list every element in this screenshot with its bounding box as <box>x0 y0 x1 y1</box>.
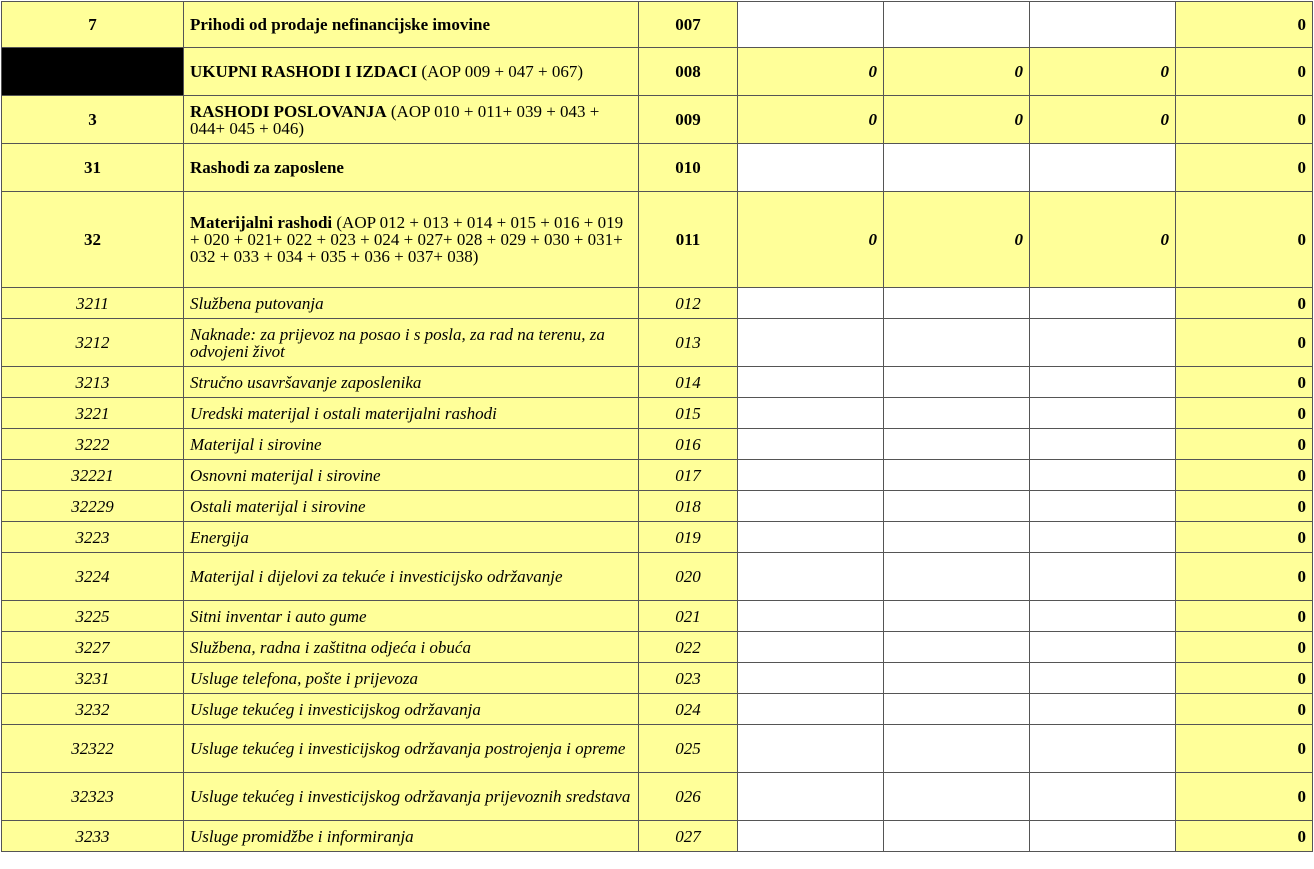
total-value-cell: 0 <box>1176 694 1313 725</box>
account-label-cell <box>184 319 639 367</box>
computed-value-cell: 0 <box>738 96 884 144</box>
account-label-cell <box>184 96 639 144</box>
label-rest: Službena putovanja <box>190 293 324 313</box>
computed-value-cell: 0 <box>1030 96 1176 144</box>
input-value-cell[interactable] <box>1030 367 1176 398</box>
input-value-cell[interactable] <box>1030 2 1176 48</box>
input-value-cell[interactable] <box>1030 398 1176 429</box>
table-row <box>2 192 1313 288</box>
input-value-cell[interactable] <box>1030 522 1176 553</box>
label-bold: RASHODI POSLOVANJA <box>190 101 387 121</box>
input-value-cell[interactable] <box>738 491 884 522</box>
input-value-cell[interactable] <box>738 663 884 694</box>
table-row <box>2 48 1313 96</box>
input-value-cell[interactable] <box>1030 144 1176 192</box>
input-value-cell[interactable] <box>884 601 1030 632</box>
label-rest: Naknade: za prijevoz na posao i s posla, za rad na terenu, za odvojeni život <box>190 324 605 361</box>
account-code-cell: 3225 <box>2 601 184 632</box>
input-value-cell[interactable] <box>1030 725 1176 773</box>
account-label-cell <box>184 773 639 821</box>
aop-code-cell: 024 <box>639 694 738 725</box>
total-value-cell: 0 <box>1176 96 1313 144</box>
aop-code-cell: 023 <box>639 663 738 694</box>
total-value-cell: 0 <box>1176 553 1313 601</box>
input-value-cell[interactable] <box>884 773 1030 821</box>
total-value-cell: 0 <box>1176 367 1313 398</box>
account-code-cell: 32323 <box>2 773 184 821</box>
table-row <box>2 398 1313 429</box>
account-label-cell <box>184 429 639 460</box>
label-rest: Usluge telefona, pošte i prijevoza <box>190 668 419 688</box>
aop-code-cell: 021 <box>639 601 738 632</box>
label-rest: Energija <box>190 527 249 547</box>
input-value-cell[interactable] <box>884 367 1030 398</box>
input-value-cell[interactable] <box>738 773 884 821</box>
computed-value-cell: 0 <box>884 96 1030 144</box>
input-value-cell[interactable] <box>738 367 884 398</box>
account-label-cell <box>184 144 639 192</box>
aop-code-cell: 016 <box>639 429 738 460</box>
input-value-cell[interactable] <box>738 821 884 852</box>
account-code-cell: 3213 <box>2 367 184 398</box>
account-label-cell <box>184 398 639 429</box>
label-rest: Usluge tekućeg i investicijskog održavanja prijevoznih sredstava <box>190 787 631 806</box>
input-value-cell[interactable] <box>1030 460 1176 491</box>
total-value-cell: 0 <box>1176 773 1313 821</box>
input-value-cell[interactable] <box>884 398 1030 429</box>
input-value-cell[interactable] <box>738 2 884 48</box>
input-value-cell[interactable] <box>738 429 884 460</box>
computed-value-cell: 0 <box>1030 48 1176 96</box>
table-row <box>2 2 1313 48</box>
account-code-cell: 3222 <box>2 429 184 460</box>
label-rest: Usluge promidžbe i informiranja <box>190 826 414 846</box>
aop-code-cell: 014 <box>639 367 738 398</box>
input-value-cell[interactable] <box>884 460 1030 491</box>
table-row <box>2 773 1313 821</box>
aop-code-cell: 015 <box>639 398 738 429</box>
aop-code-cell: 008 <box>639 48 738 96</box>
input-value-cell[interactable] <box>884 632 1030 663</box>
account-code-cell: 3 <box>2 96 184 144</box>
account-label-cell <box>184 663 639 694</box>
table-row <box>2 367 1313 398</box>
input-value-cell[interactable] <box>738 460 884 491</box>
label-rest: Materijal i dijelovi za tekuće i investicijsko održavanje <box>190 567 563 586</box>
computed-value-cell: 0 <box>884 192 1030 288</box>
input-value-cell[interactable] <box>1030 553 1176 601</box>
account-label-cell <box>184 694 639 725</box>
input-value-cell[interactable] <box>1030 821 1176 852</box>
account-label-cell <box>184 48 639 96</box>
account-code-cell: 32229 <box>2 491 184 522</box>
computed-value-cell: 0 <box>738 48 884 96</box>
input-value-cell[interactable] <box>884 2 1030 48</box>
aop-code-cell: 019 <box>639 522 738 553</box>
table-row <box>2 319 1313 367</box>
input-value-cell[interactable] <box>884 491 1030 522</box>
input-value-cell[interactable] <box>884 288 1030 319</box>
total-value-cell: 0 <box>1176 398 1313 429</box>
table-row <box>2 144 1313 192</box>
aop-code-cell: 022 <box>639 632 738 663</box>
table-row <box>2 491 1313 522</box>
input-value-cell[interactable] <box>1030 491 1176 522</box>
label-rest: Usluge tekućeg i investicijskog održavanja <box>190 699 481 719</box>
label-rest: Materijal i sirovine <box>190 434 322 454</box>
total-value-cell: 0 <box>1176 192 1313 288</box>
total-value-cell: 0 <box>1176 725 1313 773</box>
input-value-cell[interactable] <box>884 663 1030 694</box>
input-value-cell[interactable] <box>1030 694 1176 725</box>
label-rest: Osnovni materijal i sirovine <box>190 465 381 485</box>
aop-code-cell: 012 <box>639 288 738 319</box>
computed-value-cell: 0 <box>1030 192 1176 288</box>
aop-code-cell: 007 <box>639 2 738 48</box>
table-row <box>2 663 1313 694</box>
account-code-cell: 3232 <box>2 694 184 725</box>
account-label-cell <box>184 632 639 663</box>
label-rest: (AOP 009 + 047 + 067) <box>417 62 584 81</box>
aop-code-cell: 009 <box>639 96 738 144</box>
input-value-cell[interactable] <box>1030 319 1176 367</box>
aop-code-cell: 025 <box>639 725 738 773</box>
total-value-cell: 0 <box>1176 632 1313 663</box>
account-code-cell: 3227 <box>2 632 184 663</box>
input-value-cell[interactable] <box>1030 663 1176 694</box>
aop-code-cell: 018 <box>639 491 738 522</box>
input-value-cell[interactable] <box>738 144 884 192</box>
input-value-cell[interactable] <box>884 725 1030 773</box>
aop-code-cell: 011 <box>639 192 738 288</box>
total-value-cell: 0 <box>1176 460 1313 491</box>
account-label-cell <box>184 2 639 48</box>
total-value-cell: 0 <box>1176 2 1313 48</box>
input-value-cell[interactable] <box>884 553 1030 601</box>
total-value-cell: 0 <box>1176 429 1313 460</box>
account-code-cell: 7 <box>2 2 184 48</box>
table-row <box>2 522 1313 553</box>
total-value-cell: 0 <box>1176 601 1313 632</box>
aop-code-cell: 013 <box>639 319 738 367</box>
account-code-cell: 3211 <box>2 288 184 319</box>
label-rest: Sitni inventar i auto gume <box>190 606 367 626</box>
account-code-cell: 3221 <box>2 398 184 429</box>
account-code-cell: 32322 <box>2 725 184 773</box>
label-rest: Usluge tekućeg i investicijskog održavanja postrojenja i opreme <box>190 739 626 758</box>
input-value-cell[interactable] <box>738 553 884 601</box>
account-label-cell <box>184 460 639 491</box>
table-row <box>2 632 1313 663</box>
input-value-cell[interactable] <box>1030 632 1176 663</box>
account-label-cell <box>184 288 639 319</box>
account-code-cell: 3233 <box>2 821 184 852</box>
total-value-cell: 0 <box>1176 48 1313 96</box>
label-rest: Ostali materijal i sirovine <box>190 496 366 516</box>
label-rest: (AOP 010 + 011+ 039 + 043 + 044+ 045 + 046) <box>190 101 600 138</box>
total-value-cell: 0 <box>1176 491 1313 522</box>
account-code-cell: 32221 <box>2 460 184 491</box>
table-row <box>2 821 1313 852</box>
input-value-cell[interactable] <box>884 144 1030 192</box>
table-row <box>2 694 1313 725</box>
computed-value-cell: 0 <box>884 48 1030 96</box>
input-value-cell[interactable] <box>884 694 1030 725</box>
input-value-cell[interactable] <box>884 319 1030 367</box>
total-value-cell: 0 <box>1176 144 1313 192</box>
table-row <box>2 725 1313 773</box>
account-label-cell <box>184 522 639 553</box>
account-label-cell <box>184 821 639 852</box>
label-bold: UKUPNI RASHODI I IZDACI <box>190 62 418 81</box>
financial-report-table <box>1 1 1313 852</box>
label-rest: (AOP 012 + 013 + 014 + 015 + 016 + 019 + 020 + 021+ 022 + 023 + 024 + 027+ 028 + 029 + 030 + 031+ 032 + 033 + 034 + 035 + 036 + 037+ 038) <box>190 213 624 266</box>
input-value-cell[interactable] <box>738 288 884 319</box>
account-code-cell <box>2 48 184 96</box>
account-code-cell: 3223 <box>2 522 184 553</box>
table-row <box>2 96 1313 144</box>
input-value-cell[interactable] <box>738 694 884 725</box>
account-label-cell <box>184 367 639 398</box>
table-row <box>2 460 1313 491</box>
input-value-cell[interactable] <box>738 319 884 367</box>
aop-code-cell: 020 <box>639 553 738 601</box>
label-bold: Prihodi od prodaje nefinancijske imovine <box>190 15 491 34</box>
total-value-cell: 0 <box>1176 288 1313 319</box>
table-row <box>2 429 1313 460</box>
table-row <box>2 601 1313 632</box>
account-label-cell <box>184 491 639 522</box>
table-row <box>2 553 1313 601</box>
account-label-cell <box>184 601 639 632</box>
computed-value-cell: 0 <box>738 192 884 288</box>
input-value-cell[interactable] <box>738 398 884 429</box>
total-value-cell: 0 <box>1176 821 1313 852</box>
input-value-cell[interactable] <box>1030 429 1176 460</box>
account-code-cell: 32 <box>2 192 184 288</box>
label-rest: Službena, radna i zaštitna odjeća i obuća <box>190 637 471 657</box>
input-value-cell[interactable] <box>738 522 884 553</box>
input-value-cell[interactable] <box>1030 601 1176 632</box>
aop-code-cell: 026 <box>639 773 738 821</box>
input-value-cell[interactable] <box>738 632 884 663</box>
input-value-cell[interactable] <box>884 522 1030 553</box>
account-code-cell: 3212 <box>2 319 184 367</box>
input-value-cell[interactable] <box>884 821 1030 852</box>
input-value-cell[interactable] <box>1030 288 1176 319</box>
account-label-cell <box>184 192 639 288</box>
aop-code-cell: 010 <box>639 144 738 192</box>
input-value-cell[interactable] <box>738 601 884 632</box>
account-label-cell <box>184 725 639 773</box>
account-code-cell: 31 <box>2 144 184 192</box>
total-value-cell: 0 <box>1176 522 1313 553</box>
account-code-cell: 3231 <box>2 663 184 694</box>
label-rest: Stručno usavršavanje zaposlenika <box>190 372 422 392</box>
aop-code-cell: 027 <box>639 821 738 852</box>
aop-code-cell: 017 <box>639 460 738 491</box>
account-code-cell: 3224 <box>2 553 184 601</box>
label-rest: Uredski materijal i ostali materijalni rashodi <box>190 403 497 423</box>
label-bold: Rashodi za zaposlene <box>190 158 344 177</box>
table-row <box>2 288 1313 319</box>
total-value-cell: 0 <box>1176 319 1313 367</box>
input-value-cell[interactable] <box>884 429 1030 460</box>
input-value-cell[interactable] <box>1030 773 1176 821</box>
label-bold: Materijalni rashodi <box>190 213 333 232</box>
total-value-cell: 0 <box>1176 663 1313 694</box>
input-value-cell[interactable] <box>738 725 884 773</box>
account-label-cell <box>184 553 639 601</box>
